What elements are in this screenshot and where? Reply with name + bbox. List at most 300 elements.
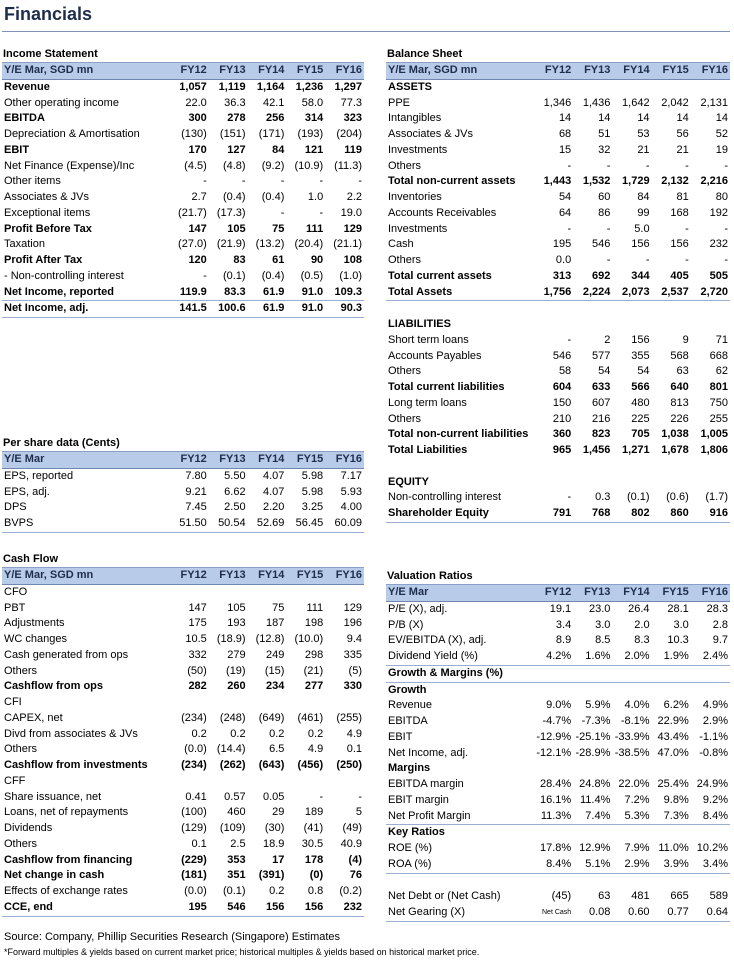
value-fy13: 14 xyxy=(598,112,611,125)
value-fy14: 2.0% xyxy=(612,649,651,665)
row-label: Total Liabilities xyxy=(388,444,468,456)
value-fy13: (248) xyxy=(219,711,246,724)
year-header-fy13: FY13 xyxy=(209,568,248,584)
value-fy13: 546 xyxy=(209,900,248,916)
row-growth xyxy=(386,682,730,698)
value-fy14: 4.07 xyxy=(262,485,285,498)
row-label: Total non-current liabilities xyxy=(388,428,529,441)
row-label: Non-controlling interest xyxy=(388,491,502,504)
row-dps xyxy=(2,500,364,516)
row-label: Growth & Margins (%) xyxy=(386,665,534,682)
row-label: Net Debt or (Net Cash) xyxy=(388,890,501,903)
value-fy15: 7.3% xyxy=(652,809,691,825)
row-label: Taxation xyxy=(4,238,45,251)
value-fy15: 14 xyxy=(676,112,689,125)
value-fy15: 813 xyxy=(670,396,689,409)
value-fy14: (649) xyxy=(258,711,285,724)
value-fy12: (4.5) xyxy=(184,159,207,172)
value-fy13: 577 xyxy=(592,349,611,362)
value-fy12: 16.1% xyxy=(539,793,572,806)
row-exceptional-items xyxy=(2,206,364,222)
value-fy12: 64 xyxy=(558,206,572,219)
row-growth-margins xyxy=(386,665,730,682)
value-fy16: 255 xyxy=(709,412,728,425)
value-fy15: 5.98 xyxy=(301,485,324,498)
value-fy16: 28.3 xyxy=(706,602,728,615)
value-fy15: - xyxy=(685,222,689,235)
value-fy12: 58 xyxy=(558,365,572,378)
value-fy14: - xyxy=(645,254,650,266)
value-fy14: 26.4 xyxy=(628,602,650,615)
value-fy15: 1.9% xyxy=(652,649,691,665)
value-fy15: 5.98 xyxy=(301,469,324,482)
year-header-fy15: FY15 xyxy=(652,585,691,601)
value-fy16: - xyxy=(724,254,728,266)
row-label: Intangibles xyxy=(388,112,442,125)
value-fy12: - xyxy=(567,222,572,235)
value-fy12: 28.4% xyxy=(539,778,572,790)
value-fy16 xyxy=(691,301,730,317)
value-fy13: 0.08 xyxy=(573,905,612,921)
value-fy12: (27.0) xyxy=(178,238,207,251)
value-fy13 xyxy=(573,79,612,95)
row-label: CFF xyxy=(4,774,26,787)
year-header-fy15: FY15 xyxy=(286,568,325,584)
row-equity xyxy=(386,475,730,491)
value-fy16: (5) xyxy=(348,664,362,677)
row-p-b-x xyxy=(386,618,730,634)
value-fy13 xyxy=(573,825,612,841)
header-row xyxy=(2,568,364,584)
value-fy15: 168 xyxy=(670,206,689,219)
value-fy14: (12.8) xyxy=(255,633,285,645)
year-header-fy14: FY14 xyxy=(612,63,651,79)
row-margins xyxy=(386,761,730,777)
value-fy13: 279 xyxy=(227,648,246,661)
value-fy13: (0.1) xyxy=(222,269,246,282)
value-fy12: 147 xyxy=(188,222,207,235)
value-fy13 xyxy=(573,761,612,777)
row-label: Net Gearing (X) xyxy=(386,905,534,921)
year-header-fy15: FY15 xyxy=(286,63,325,79)
value-fy16: 24.9% xyxy=(696,778,728,790)
value-fy13: (4.8) xyxy=(222,159,246,172)
row-label: Divd from associates & JVs xyxy=(4,727,138,740)
value-fy16: 76 xyxy=(349,869,362,882)
value-fy15: 665 xyxy=(670,890,689,903)
value-fy15: 1.0 xyxy=(307,191,324,203)
value-fy12: 1,346 xyxy=(543,96,572,109)
value-fy16 xyxy=(691,317,730,333)
value-fy15: 568 xyxy=(670,349,689,362)
row-others xyxy=(2,837,364,853)
footnote: *Forward multiples & yields based on current market price; historical multiples & yields based on historical market price. xyxy=(4,947,480,957)
value-fy12: 17.8% xyxy=(539,842,572,854)
value-fy14: 225 xyxy=(631,412,650,425)
value-fy16: 5 xyxy=(355,806,362,819)
value-fy15 xyxy=(652,682,691,698)
value-fy15: 63 xyxy=(676,365,689,378)
value-fy14: (171) xyxy=(258,128,285,140)
value-fy14: 256 xyxy=(266,112,285,125)
row-total-current-assets xyxy=(386,269,730,285)
value-fy14: 2,073 xyxy=(612,285,651,301)
row-label: EQUITY xyxy=(388,475,429,488)
row-label: DPS xyxy=(4,501,27,514)
value-fy13: 768 xyxy=(573,506,612,522)
row-label: Short term loans xyxy=(388,333,469,346)
row-investments xyxy=(386,143,730,159)
value-fy15: - xyxy=(685,159,689,172)
row-label: Associates & JVs xyxy=(4,191,89,203)
value-fy14: 53 xyxy=(637,128,650,140)
row-label: Depreciation & Amortisation xyxy=(4,128,140,140)
value-fy16 xyxy=(691,475,730,491)
value-fy16: - xyxy=(358,175,362,188)
value-fy14: 54 xyxy=(637,365,650,378)
year-header-fy13: FY13 xyxy=(209,452,248,468)
value-fy16 xyxy=(691,825,730,841)
value-fy12: -12.1% xyxy=(536,746,572,759)
year-header-fy14: FY14 xyxy=(248,63,287,79)
value-fy15: 314 xyxy=(304,112,324,125)
value-fy13: 11.4% xyxy=(580,793,611,806)
row-label: Key Ratios xyxy=(388,826,445,839)
value-fy15: 56 xyxy=(676,128,689,140)
header-label: Y/E Mar, SGD mn xyxy=(2,568,170,584)
per-share-title: Per share data (Cents) xyxy=(2,435,364,452)
row-label: Effects of exchange rates xyxy=(4,885,128,897)
value-fy16: 2,720 xyxy=(691,285,730,301)
value-fy16: 129 xyxy=(343,601,362,614)
row-label: Long term loans xyxy=(388,396,467,409)
value-fy12 xyxy=(170,774,209,790)
page-title: Financials xyxy=(4,4,93,24)
value-fy16 xyxy=(691,459,730,475)
value-fy12: 791 xyxy=(534,506,573,522)
valuation-ratios-table xyxy=(386,568,730,922)
value-fy15: 3.0 xyxy=(673,618,689,631)
value-fy14: (0.4) xyxy=(261,269,285,282)
value-fy13: - xyxy=(606,159,611,172)
row-net-debt-or-net-cash xyxy=(386,889,730,905)
value-fy16 xyxy=(691,761,730,777)
value-fy14: 2.9% xyxy=(612,857,651,873)
source-note: Source: Company, Phillip Securities Research (Singapore) Estimates xyxy=(4,931,341,943)
row-label: Inventories xyxy=(388,191,442,203)
value-fy16: 119 xyxy=(344,143,362,156)
row-label: LIABILITIES xyxy=(388,318,451,330)
value-fy16: 2.8 xyxy=(712,618,728,631)
value-fy16: 80 xyxy=(715,191,728,203)
row-total-assets xyxy=(386,285,730,301)
value-fy15: 30.5 xyxy=(301,837,324,850)
value-fy14: 2.0 xyxy=(634,618,650,631)
row-label: Net Income, reported xyxy=(2,285,170,301)
row-label: ROE (%) xyxy=(388,842,432,854)
value-fy15: 156 xyxy=(670,238,689,251)
value-fy12: 150 xyxy=(552,396,572,409)
row-net-profit-margin xyxy=(386,809,730,825)
value-fy15: 405 xyxy=(670,269,689,282)
value-fy14: 8.3 xyxy=(634,634,650,647)
value-fy12: 7.45 xyxy=(185,501,207,514)
value-fy14: 4.0% xyxy=(624,699,650,712)
value-fy15: 298 xyxy=(304,648,324,661)
value-fy16: 505 xyxy=(709,269,728,282)
value-fy15: 47.0% xyxy=(657,746,689,759)
value-fy12: - xyxy=(203,175,207,188)
value-fy12: 120 xyxy=(188,254,207,266)
value-fy16: 196 xyxy=(343,617,362,630)
row-label: Others xyxy=(388,365,422,378)
value-fy15: - xyxy=(319,175,324,188)
value-fy16: 3.4% xyxy=(691,857,730,873)
value-fy16: 14 xyxy=(715,112,728,125)
value-fy14: 802 xyxy=(612,506,651,522)
value-fy15: 121 xyxy=(304,143,324,156)
row-label: Others xyxy=(388,254,422,266)
value-fy12: (21.7) xyxy=(178,206,207,219)
row-cash-generated-from-ops xyxy=(2,648,364,664)
value-fy16: 916 xyxy=(691,506,730,522)
value-fy16: 62 xyxy=(715,365,728,378)
row-label: Other items xyxy=(4,175,61,188)
value-fy14: - xyxy=(645,159,650,172)
value-fy16 xyxy=(325,774,364,790)
value-fy16 xyxy=(691,665,730,682)
row-label: Net Income, adj. xyxy=(388,746,469,759)
value-fy14: -8.1% xyxy=(620,715,650,727)
value-fy14: 75 xyxy=(272,601,285,614)
value-fy15: 1,236 xyxy=(295,80,324,93)
value-fy13: 823 xyxy=(592,428,611,441)
year-header-fy12: FY12 xyxy=(170,452,209,468)
value-fy12: (229) xyxy=(181,853,207,866)
value-fy12: - xyxy=(203,269,207,282)
value-fy15: 56.45 xyxy=(286,516,325,532)
value-fy15 xyxy=(286,774,325,790)
value-fy12: 175 xyxy=(188,617,207,630)
value-fy13: (18.9) xyxy=(216,633,246,645)
value-fy15: 21 xyxy=(676,143,689,156)
row-cfi xyxy=(2,695,364,711)
value-fy12: 19.1 xyxy=(549,602,572,615)
value-fy15: (456) xyxy=(297,759,324,771)
value-fy16: 77.3 xyxy=(340,96,362,109)
value-fy14: 1,271 xyxy=(622,444,650,456)
row-label: CAPEX, net xyxy=(4,711,63,724)
value-fy15: (0.5) xyxy=(300,269,324,282)
year-header-fy16: FY16 xyxy=(691,63,730,79)
value-fy13: 5.50 xyxy=(224,469,246,482)
value-fy14 xyxy=(612,301,651,317)
row-cash xyxy=(386,237,730,253)
value-fy15: 198 xyxy=(304,617,324,630)
year-header-fy13: FY13 xyxy=(573,585,612,601)
value-fy13: 1,119 xyxy=(218,80,246,93)
value-fy15: 0.2 xyxy=(307,727,324,740)
row-associates-jvs xyxy=(386,127,730,143)
value-fy15: (461) xyxy=(297,711,324,724)
value-fy15: 28.1 xyxy=(667,602,689,615)
row-label: Net Profit Margin xyxy=(386,809,534,825)
value-fy13: 23.0 xyxy=(588,602,611,615)
value-fy12: 2.7 xyxy=(191,191,207,203)
value-fy13: 0.2 xyxy=(230,727,246,740)
value-fy16: (49) xyxy=(342,822,362,834)
value-fy14: 0.05 xyxy=(262,790,285,803)
value-fy13 xyxy=(573,873,612,889)
value-fy15: (21) xyxy=(303,664,324,677)
value-fy12 xyxy=(170,584,209,600)
value-fy12 xyxy=(534,873,573,889)
value-fy14: -33.9% xyxy=(614,730,650,743)
value-fy16: - xyxy=(724,222,728,235)
value-fy13: (151) xyxy=(219,128,246,140)
value-fy14 xyxy=(612,761,651,777)
value-fy13: (262) xyxy=(219,759,246,771)
value-fy16: (11.3) xyxy=(334,159,362,172)
value-fy13: 260 xyxy=(227,680,246,693)
value-fy14: 75 xyxy=(272,222,285,235)
value-fy13: 60 xyxy=(598,191,611,203)
value-fy16: 5.93 xyxy=(340,485,362,498)
row-total-liabilities xyxy=(386,443,730,459)
row-label: Shareholder Equity xyxy=(386,506,534,522)
value-fy15: 226 xyxy=(670,412,689,425)
value-fy15: 91.0 xyxy=(286,285,325,301)
value-fy15: 91.0 xyxy=(286,301,325,318)
value-fy14: 187 xyxy=(266,617,285,630)
row-accounts-payables xyxy=(386,349,730,365)
value-fy16: 9.7 xyxy=(712,634,728,647)
value-fy14: 52.69 xyxy=(248,516,287,532)
value-fy13: (0.4) xyxy=(222,191,246,203)
year-header-fy14: FY14 xyxy=(248,568,287,584)
header-row xyxy=(2,452,364,468)
row-short-term-loans xyxy=(386,333,730,349)
row-label: Revenue xyxy=(4,80,50,93)
header-label: Y/E Mar xyxy=(386,585,534,601)
value-fy14: (13.2) xyxy=(255,238,285,251)
row-non-controlling-interest xyxy=(386,490,730,506)
value-fy12: 195 xyxy=(170,900,209,916)
value-fy14: 22.0% xyxy=(618,778,650,790)
row-divd-from-associates-jvs xyxy=(2,727,364,743)
value-fy16: 9.4 xyxy=(346,633,362,645)
value-fy13: 1,436 xyxy=(582,96,611,109)
row-label: Accounts Receivables xyxy=(388,206,497,219)
value-fy16: 2.9% xyxy=(702,715,728,727)
row-revenue xyxy=(386,698,730,714)
value-fy15: 111 xyxy=(306,601,324,614)
row-label xyxy=(386,873,534,889)
row-total-non-current-liabilities xyxy=(386,427,730,443)
value-fy13 xyxy=(209,695,248,711)
value-fy14: 7.9% xyxy=(624,842,650,854)
value-fy15: 22.9% xyxy=(657,715,689,727)
value-fy12: 282 xyxy=(188,680,207,693)
value-fy12: 0.0 xyxy=(555,254,572,266)
row-blank xyxy=(386,301,730,317)
row-net-finance-expense-inc xyxy=(2,159,364,175)
row-profit-after-tax xyxy=(2,253,364,269)
row-ppe xyxy=(386,96,730,112)
value-fy16: 71 xyxy=(715,333,728,346)
value-fy15: 43.4% xyxy=(657,730,689,743)
value-fy13: (17.3) xyxy=(216,206,246,219)
value-fy12: - xyxy=(567,159,572,172)
row-label: Investments xyxy=(388,143,448,156)
value-fy15 xyxy=(286,695,325,711)
row-label: Others xyxy=(4,664,38,677)
value-fy15: 2,132 xyxy=(661,175,689,188)
value-fy16: 4.00 xyxy=(340,501,362,514)
value-fy12: Net Cash xyxy=(534,905,573,921)
value-fy14: 234 xyxy=(266,680,285,693)
row-adjustments xyxy=(2,616,364,632)
row-revenue xyxy=(2,79,364,95)
value-fy14: (391) xyxy=(258,869,285,882)
value-fy12: (234) xyxy=(181,759,207,771)
value-fy14 xyxy=(612,475,651,491)
row-net-income-adj xyxy=(386,746,730,762)
income-title: Income Statement xyxy=(2,46,364,63)
value-fy15: - xyxy=(319,790,324,803)
row-blank xyxy=(386,873,730,889)
row-label: EBITDA xyxy=(4,112,45,125)
row-eps-adj xyxy=(2,485,364,501)
value-fy12 xyxy=(534,475,573,491)
value-fy12: 9.0% xyxy=(546,699,572,712)
value-fy13 xyxy=(573,682,612,698)
value-fy15: - xyxy=(685,254,689,266)
value-fy16: (0.2) xyxy=(339,885,362,897)
value-fy16: 232 xyxy=(709,238,728,251)
value-fy13: 105 xyxy=(227,222,246,235)
value-fy16 xyxy=(691,682,730,698)
value-fy16: - xyxy=(358,790,362,803)
row-ebitda-margin xyxy=(386,777,730,793)
value-fy13: 2 xyxy=(604,333,611,346)
row-label: Total non-current assets xyxy=(388,175,516,188)
value-fy12 xyxy=(534,761,573,777)
value-fy15: 3.25 xyxy=(301,501,324,514)
value-fy16: (4) xyxy=(348,853,362,866)
value-fy16: 335 xyxy=(343,648,362,661)
row-wc-changes xyxy=(2,632,364,648)
value-fy13: 1,532 xyxy=(582,175,611,188)
value-fy15: (0.6) xyxy=(666,491,689,504)
value-fy15: - xyxy=(319,206,324,219)
row-capex-net xyxy=(2,711,364,727)
row-blank xyxy=(386,459,730,475)
value-fy16: (1.0) xyxy=(339,269,362,282)
row-other-items xyxy=(2,174,364,190)
row-associates-jvs xyxy=(2,190,364,206)
value-fy15: 3.9% xyxy=(652,857,691,873)
row-label: Revenue xyxy=(388,699,433,712)
row-cashflow-from-financing xyxy=(2,853,364,869)
value-fy16: 7.17 xyxy=(340,469,362,482)
value-fy12 xyxy=(534,665,573,682)
row-net-income-reported xyxy=(2,285,364,301)
row-key-ratios xyxy=(386,825,730,841)
row-net-income-adj xyxy=(2,301,364,318)
row-label: Accounts Payables xyxy=(388,349,482,362)
row-label: EV/EBITDA (X), adj. xyxy=(388,634,487,647)
